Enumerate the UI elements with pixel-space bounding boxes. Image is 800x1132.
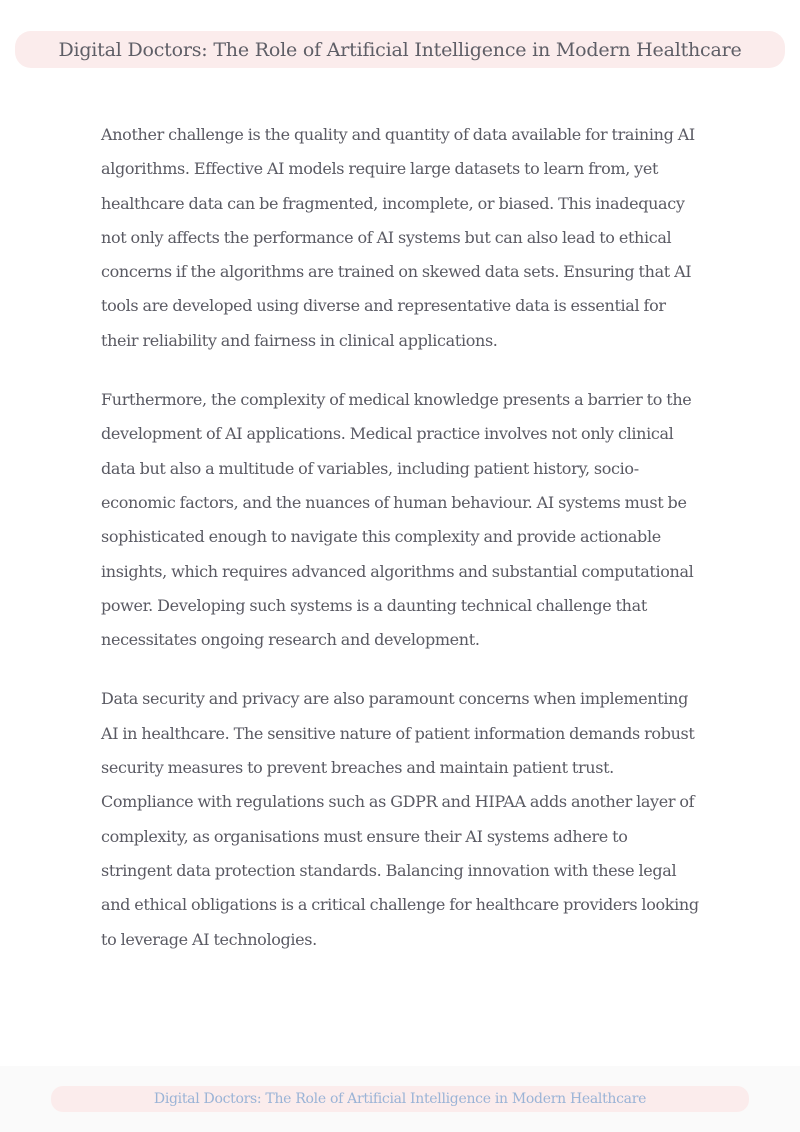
paragraph: Another challenge is the quality and quantity of data available for training AI algorithms. Effective AI models require large datasets to learn from, yet healthcare data can be fragmented, incomplete, or biased. This inadequacy not only affects the performance of AI systems but can also lead to ethical concerns if the algorithms are trained on skewed data sets. Ensuring that AI tools are developed using diverse and representative data is essential for their reliability and fairness in clinical applications.	[101, 125, 695, 350]
paragraph: Furthermore, the complexity of medical knowledge presents a barrier to the development of AI applications. Medical practice involves not only clinical data but also a multitude of variables, including patient history, socio-economic factors, and the nuances of human behaviour. AI systems must be sophisticated enough to navigate this complexity and provide actionable insights, which requires advanced algorithms and substantial computational power. Developing such systems is a daunting technical challenge that necessitates ongoing research and development.	[101, 390, 694, 650]
page-title: Digital Doctors: The Role of Artificial Intelligence in Modern Healthcare	[58, 38, 742, 61]
footer-title: Digital Doctors: The Role of Artificial Intelligence in Modern Healthcare	[153, 1091, 647, 1107]
paragraph: Data security and privacy are also paramount concerns when implementing AI in healthcare. The sensitive nature of patient information demands robust security measures to prevent breaches and maintain patient trust. Compliance with regulations such as GDPR and HIPAA adds another layer of complexity, as organisations must ensure their AI systems adhere to stringent data protection standards. Balancing innovation with these legal and ethical obligations is a critical challenge for healthcare providers looking to leverage AI technologies.	[101, 689, 699, 949]
document-body	[101, 118, 701, 982]
page-header	[15, 31, 785, 68]
page-footer	[51, 1086, 749, 1112]
